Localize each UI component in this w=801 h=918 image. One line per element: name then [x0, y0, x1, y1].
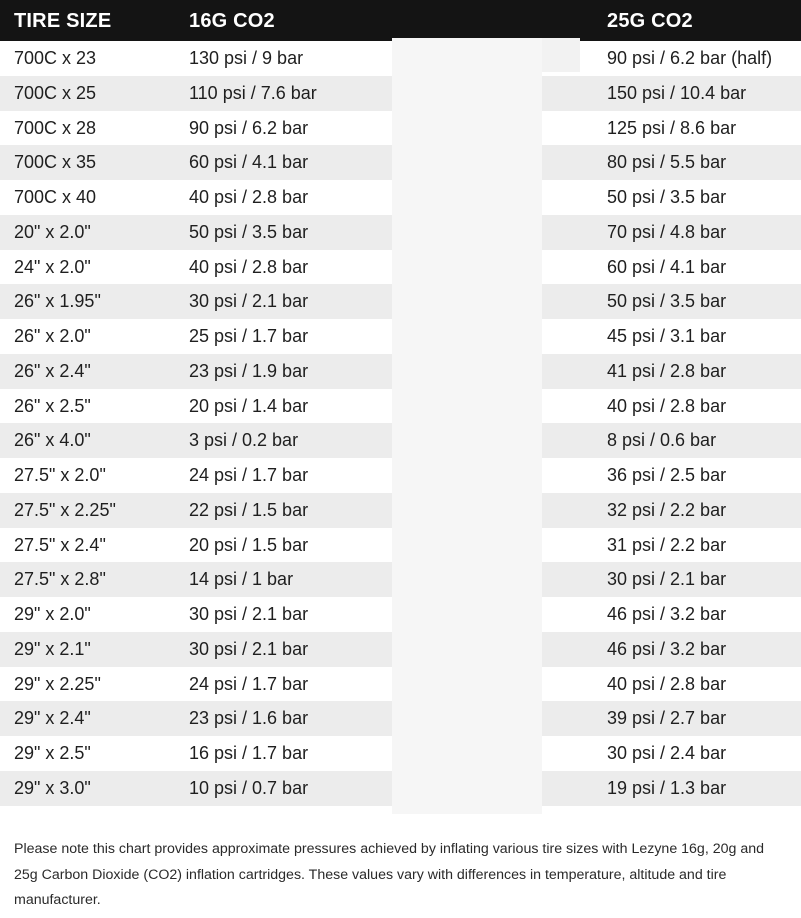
table-cell: 29" x 2.0": [14, 604, 91, 624]
table-cell: 30 psi / 2.1 bar: [189, 604, 309, 624]
redaction-block: [392, 38, 542, 814]
table-cell: 24 psi / 1.7 bar: [189, 673, 309, 694]
table-cell: 110 psi / 7.6 bar: [189, 82, 317, 103]
table-cell: 41 psi / 2.8 bar: [607, 360, 727, 381]
table-cell: 30 psi / 2.1 bar: [189, 291, 309, 312]
table-cell: 26" x 2.4": [14, 360, 91, 381]
table-cell: 700C x 40: [14, 187, 97, 207]
table-cell: 20 psi / 1.5 bar: [189, 534, 309, 555]
table-cell: 26" x 1.95": [14, 291, 101, 312]
table-cell: 14 psi / 1 bar: [189, 569, 294, 590]
column-header-tire-size: TIRE SIZE: [14, 10, 112, 32]
table-cell: 45 psi / 3.1 bar: [607, 326, 727, 346]
table-cell: 130 psi / 9 bar: [189, 48, 304, 68]
table-cell: 16 psi / 1.7 bar: [189, 743, 309, 763]
table-cell: 8 psi / 0.6 bar: [607, 430, 717, 451]
table-cell: 700C x 28: [14, 117, 97, 138]
table-cell: 46 psi / 3.2 bar: [607, 604, 727, 624]
table-header: [0, 0, 801, 41]
table-cell: 39 psi / 2.7 bar: [607, 708, 727, 729]
table-cell: 31 psi / 2.2 bar: [607, 534, 727, 555]
table-cell: 27.5" x 2.4": [14, 534, 106, 555]
table-cell: 22 psi / 1.5 bar: [189, 499, 309, 520]
footnote: Please note this chart provides approximate pressures achieved by inflating various tire sizes with Lezyne 16g, 20g and 25g Carbon Dioxide (CO2) inflation cartridges. These values vary with differences in temperature, altitude and tire manufacturer.: [14, 841, 764, 909]
table-cell: 700C x 35: [14, 152, 97, 173]
table-cell: 40 psi / 2.8 bar: [607, 395, 727, 416]
table-cell: 50 psi / 3.5 bar: [607, 187, 727, 207]
table-cell: 150 psi / 10.4 bar: [607, 82, 747, 103]
table-cell: 60 psi / 4.1 bar: [189, 152, 309, 173]
table-cell: 10 psi / 0.7 bar: [189, 777, 309, 798]
table-cell: 700C x 23: [14, 48, 97, 68]
table-cell: 40 psi / 2.8 bar: [607, 673, 727, 694]
table-cell: 26" x 4.0": [14, 430, 91, 451]
table-cell: 80 psi / 5.5 bar: [607, 152, 727, 173]
table-cell: 30 psi / 2.4 bar: [607, 743, 727, 763]
table-cell: 60 psi / 4.1 bar: [607, 256, 727, 277]
table-cell: 46 psi / 3.2 bar: [607, 638, 727, 659]
table-cell: 30 psi / 2.1 bar: [189, 638, 309, 659]
table-cell: 30 psi / 2.1 bar: [607, 569, 727, 590]
table-cell: 26" x 2.0": [14, 326, 91, 346]
table-cell: 23 psi / 1.9 bar: [189, 360, 309, 381]
table-cell: 29" x 2.4": [14, 708, 91, 729]
table-cell: 70 psi / 4.8 bar: [607, 221, 727, 242]
table-cell: 32 psi / 2.2 bar: [607, 499, 727, 520]
table-cell: 24" x 2.0": [14, 256, 91, 277]
table-cell: 25 psi / 1.7 bar: [189, 326, 309, 346]
table-cell: 26" x 2.5": [14, 395, 91, 416]
table-cell: 29" x 2.1": [14, 638, 91, 659]
table-cell: 24 psi / 1.7 bar: [189, 465, 309, 485]
table-cell: 90 psi / 6.2 bar (half): [607, 48, 773, 68]
table-cell: 20" x 2.0": [14, 221, 91, 242]
column-header-25g: 25G CO2: [607, 10, 693, 32]
table-cell: 125 psi / 8.6 bar: [607, 117, 737, 138]
column-header-16g: 16G CO2: [189, 10, 275, 32]
table-cell: 50 psi / 3.5 bar: [607, 291, 727, 312]
table-cell: 40 psi / 2.8 bar: [189, 256, 309, 277]
table-cell: 19 psi / 1.3 bar: [607, 777, 727, 798]
table-cell: 29" x 3.0": [14, 777, 91, 798]
table-cell: 90 psi / 6.2 bar: [189, 117, 309, 138]
table-cell: 3 psi / 0.2 bar: [189, 430, 299, 451]
table-cell: 29" x 2.5": [14, 743, 91, 763]
table-cell: 27.5" x 2.0": [14, 465, 106, 485]
table-cell: 27.5" x 2.8": [14, 569, 106, 590]
table-cell: 27.5" x 2.25": [14, 499, 116, 520]
table-cell: 23 psi / 1.6 bar: [189, 708, 309, 729]
table-cell: 700C x 25: [14, 82, 97, 103]
table-cell: 40 psi / 2.8 bar: [189, 187, 309, 207]
table-cell: 36 psi / 2.5 bar: [607, 465, 727, 485]
table-cell: 29" x 2.25": [14, 673, 101, 694]
table-cell: 50 psi / 3.5 bar: [189, 221, 309, 242]
table-cell: 20 psi / 1.4 bar: [189, 395, 309, 416]
